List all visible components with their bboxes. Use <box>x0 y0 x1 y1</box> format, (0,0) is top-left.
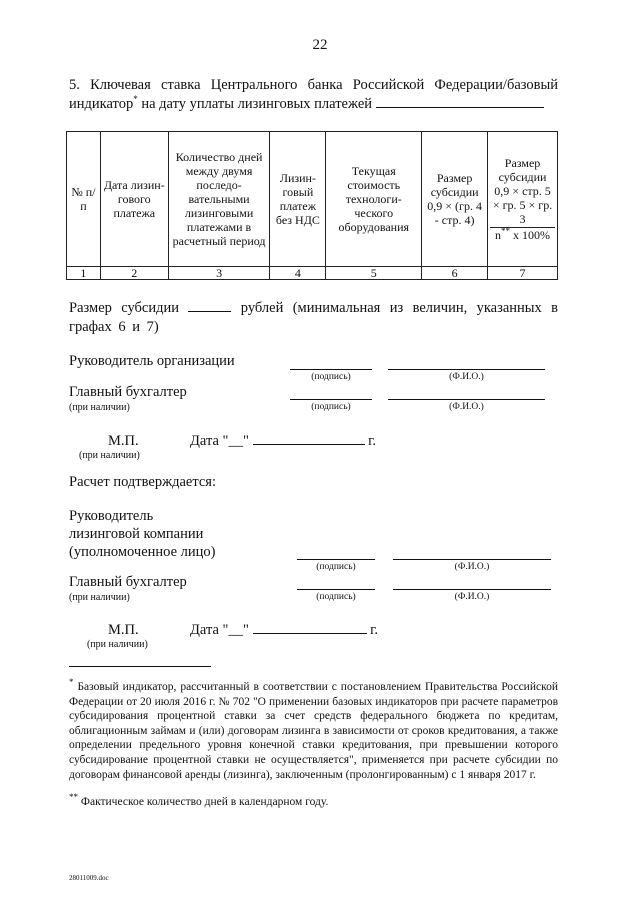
document-code: 28011009.doc <box>69 874 109 882</box>
page-number: 22 <box>312 37 328 53</box>
column-number: 1 <box>67 267 101 280</box>
header-cell: № п/п <box>67 132 101 267</box>
subsidy-suffix: рублей (минимальная из величин, указанных в графах 6 и 7) <box>69 300 558 335</box>
section-text: 5. Ключевая ставка Центрального банка Российской Федерации/базовый индикатор <box>69 77 558 112</box>
footnote-separator <box>69 666 211 667</box>
column-number: 7 <box>488 267 558 280</box>
name-caption: (Ф.И.О.) <box>449 402 484 412</box>
subsidy-table <box>66 131 558 280</box>
column-number: 2 <box>100 267 168 280</box>
signature-line <box>297 558 375 560</box>
if-any-note: (при наличии) <box>69 592 130 603</box>
authorized-person-label: (уполномоченное лицо) <box>69 544 216 560</box>
if-any-note: (при наличии) <box>87 639 148 650</box>
name-caption: (Ф.И.О.) <box>449 372 484 382</box>
formula-numerator: 0,9 × стр. 5 × гр. 5 × гр. 3 <box>490 184 555 228</box>
table-number-row <box>67 267 558 280</box>
indicator-blank-line <box>376 95 544 108</box>
signature-line <box>297 588 375 590</box>
column-number: 3 <box>168 267 270 280</box>
signature-caption: (подпись) <box>316 562 356 572</box>
year-suffix: г. <box>370 622 379 638</box>
column-number: 6 <box>422 267 488 280</box>
name-line <box>388 398 545 400</box>
name-line <box>393 558 551 560</box>
footnote-base-indicator <box>69 677 558 782</box>
chief-accountant-label: Главный бухгалтер <box>69 574 187 590</box>
footnote-marker: * <box>133 94 138 105</box>
subsidy-prefix: Размер субсидии <box>69 300 180 316</box>
header-cell: Лизин-говый платеж без НДС <box>270 132 326 267</box>
signature-caption: (подпись) <box>311 402 351 412</box>
footnote-text: Базовый индикатор, рассчитанный в соответствии с постановлением Правительства Российской Федерации от 20 июля 2016 г. № 702 "О применении базовых индикаторов при расчете параметров субсидирования процентной ставки за счет средств федерального бюджета по кредитам, облигационным займам и (или) договорам лизинга в зависимости от сроков кредитования, а также определении предельного уровня конечной ставки кредитования, при превышении которого субсидирование процентной ставки не осуществляется", применяется при расчете субсидии по договорам финансовой аренды (лизинга), заключенным (пролонгированным) с 1 января 2017 г. <box>69 681 558 781</box>
footnote-days <box>69 792 558 810</box>
name-caption: (Ф.И.О.) <box>454 592 490 602</box>
formula-denominator: n** x 100% <box>495 226 551 242</box>
date-label: Дата "__" <box>190 433 249 449</box>
header-cell: Количество дней между двумя последо-вательными лизинговыми платежами в расчетный период <box>168 132 270 267</box>
head-of-organization-label: Руководитель организации <box>69 353 235 369</box>
date-field <box>190 432 376 451</box>
leasing-company-label: лизинговой компании <box>69 526 204 542</box>
date-field <box>190 621 378 640</box>
seal-label: М.П. <box>108 433 139 449</box>
section-heading <box>69 76 558 114</box>
formula-title: Размер субсидии <box>498 156 547 184</box>
column-number: 5 <box>326 267 422 280</box>
name-line <box>393 588 551 590</box>
signature-line <box>290 398 372 400</box>
date-blank-line <box>253 432 365 445</box>
footnote-marker: * <box>69 677 74 688</box>
name-caption: (Ф.И.О.) <box>454 562 490 572</box>
signature-line <box>290 368 372 370</box>
signature-caption: (подпись) <box>311 372 351 382</box>
header-cell: Текущая стоимость технологи-ческого оборудования <box>326 132 422 267</box>
chief-accountant-label: Главный бухгалтер <box>69 384 187 400</box>
table-header-row <box>67 132 558 267</box>
header-cell: Размер субсидии 0,9 × (гр. 4 - стр. 4) <box>422 132 488 267</box>
if-any-note: (при наличии) <box>79 450 140 461</box>
if-any-note: (при наличии) <box>69 402 130 413</box>
footnote-marker: ** <box>69 792 78 803</box>
signature-caption: (подпись) <box>316 592 356 602</box>
year-suffix: г. <box>368 433 377 449</box>
column-number: 4 <box>270 267 326 280</box>
date-label: Дата "__" <box>190 622 249 638</box>
subsidy-amount-blank <box>188 299 231 312</box>
seal-label: М.П. <box>108 622 139 638</box>
confirmation-text: Расчет подтверждается: <box>69 474 217 490</box>
header-cell: Дата лизин-гового платежа <box>100 132 168 267</box>
name-line <box>388 368 545 370</box>
section-text-2: на дату уплаты лизинговых платежей <box>137 96 373 112</box>
footnote-text: Фактическое количество дней в календарном году. <box>78 796 329 808</box>
subsidy-line <box>69 299 558 337</box>
leasing-head-label: Руководитель <box>69 508 154 524</box>
header-cell-formula <box>488 132 558 267</box>
date-blank-line <box>253 621 367 634</box>
